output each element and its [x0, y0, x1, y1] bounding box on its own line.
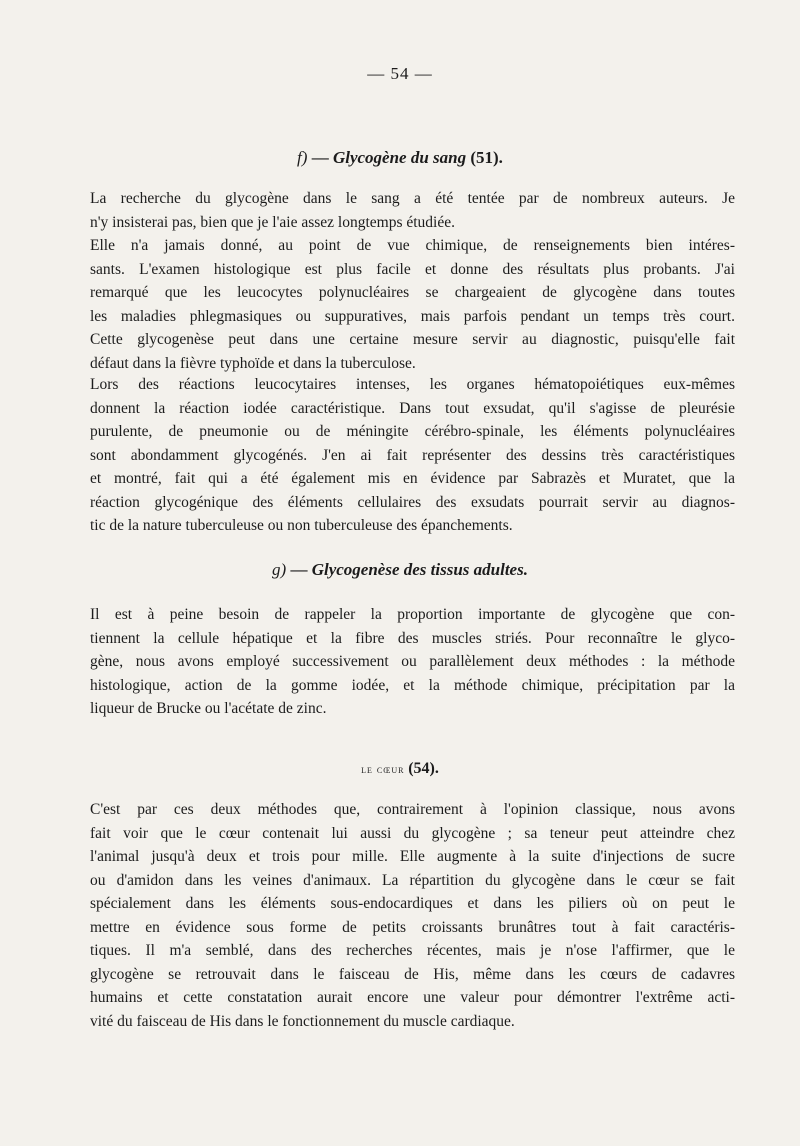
- section-heading-coeur: [0, 760, 800, 778]
- text-line: liqueur de Brucke ou l'acétate de zinc.: [90, 700, 327, 717]
- text-line: tiques. Il m'a semblé, dans des recherches récentes, mais je n'ose l'affirmer, que le: [90, 942, 735, 959]
- paragraph-4: [90, 603, 735, 721]
- section-dash: —: [307, 148, 333, 167]
- text-line: gène, nous avons employé successivement ou parallèlement deux méthodes : la méthode: [90, 653, 735, 670]
- paragraph-1: [90, 187, 735, 234]
- text-line: réaction glycogénique des éléments cellulaires des exsudats pourrait servir au diagnos-: [90, 493, 735, 511]
- text-line: C'est par ces deux méthodes que, contrairement à l'opinion classique, nous avons: [90, 801, 735, 818]
- text-line: La recherche du glycogène dans le sang a été tentée par de nombreux auteurs. Je: [90, 190, 735, 207]
- text-line: n'y insisterai pas, bien que je l'aie assez longtemps étudiée.: [90, 213, 455, 231]
- text-line: Cette glycogenèse peut dans une certaine mesure servir au diagnostic, puisqu'elle fait: [90, 331, 735, 348]
- text-line: Il est à peine besoin de rappeler la proportion importante de glycogène que con-: [90, 606, 735, 623]
- text-line: spécialement dans les éléments sous-endocardiques et dans les piliers où on peut le: [90, 895, 735, 912]
- text-line: fait voir que le cœur contenait lui aussi du glycogène ; sa teneur peut atteindre chez: [90, 824, 735, 842]
- text-line: ou d'amidon dans les veines d'animaux. La répartition du glycogène dans le cœur se fait: [90, 871, 735, 889]
- page-number: — 54 —: [367, 64, 433, 83]
- text-line: tiennent la cellule hépatique et la fibre des muscles striés. Pour reconnaître le glyco-: [90, 629, 735, 647]
- text-line: Lors des réactions leucocytaires intenses, les organes hématopoiétiques eux-mêmes: [90, 376, 735, 393]
- text-line: et montré, fait qui a été également mis en évidence par Sabrazès et Muratet, que la: [90, 470, 735, 487]
- text-line: sont abondamment glycogénés. J'en ai fait représenter des dessins très caractéristiques: [90, 446, 735, 464]
- text-line: tic de la nature tuberculeuse ou non tuberculeuse des épanchements.: [90, 517, 513, 534]
- text-line: remarqué que les leucocytes polynucléaires se chargeaient de glycogène dans toutes: [90, 284, 735, 301]
- section-heading-f: [0, 148, 800, 168]
- text-line: histologique, action de la gomme iodée, et la méthode chimique, précipitation par la: [90, 676, 735, 694]
- section-heading-g: [0, 560, 800, 580]
- text-line: l'animal jusqu'à deux et trois pour mille. Elle augmente à la suite d'injections de sucre: [90, 848, 735, 865]
- section-title: le cœur: [361, 762, 405, 776]
- section-ref: (54).: [408, 760, 439, 777]
- section-dash: —: [286, 560, 312, 579]
- paragraph-3: [90, 373, 735, 538]
- text-line: les maladies phlegmasiques ou suppuratives, mais parfois pendant un temps très court.: [90, 307, 735, 325]
- section-title: Glycogenèse des tissus adultes.: [311, 560, 528, 579]
- paragraph-2: [90, 234, 735, 375]
- text-line: vité du faisceau de His dans le fonctionnement du muscle cardiaque.: [90, 1012, 515, 1030]
- text-line: humains et cette constatation aurait encore une valeur pour démontrer l'extrême acti-: [90, 989, 735, 1006]
- text-line: purulente, de pneumonie ou de méningite cérébro-spinale, les éléments polynucléaires: [90, 423, 735, 440]
- text-line: sants. L'examen histologique est plus facile et donne des résultats plus probants. J'ai: [90, 260, 735, 278]
- section-label: f): [297, 148, 308, 167]
- text-line: Elle n'a jamais donné, au point de vue chimique, de renseignements bien intéres-: [90, 237, 735, 254]
- text-line: défaut dans la fièvre typhoïde et dans la tuberculose.: [90, 354, 416, 372]
- section-ref: (51).: [470, 148, 503, 167]
- text-line: glycogène se retrouvait dans le faisceau de His, même dans les cœurs de cadavres: [90, 965, 735, 983]
- section-label: g): [272, 560, 287, 579]
- paragraph-5: [90, 798, 735, 1033]
- section-title: Glycogène du sang: [332, 148, 467, 167]
- text-line: mettre en évidence sous forme de petits croissants brunâtres tout à fait caractéris-: [90, 918, 735, 936]
- text-line: donnent la réaction iodée caractéristique. Dans tout exsudat, qu'il s'agisse de pleurésie: [90, 399, 735, 417]
